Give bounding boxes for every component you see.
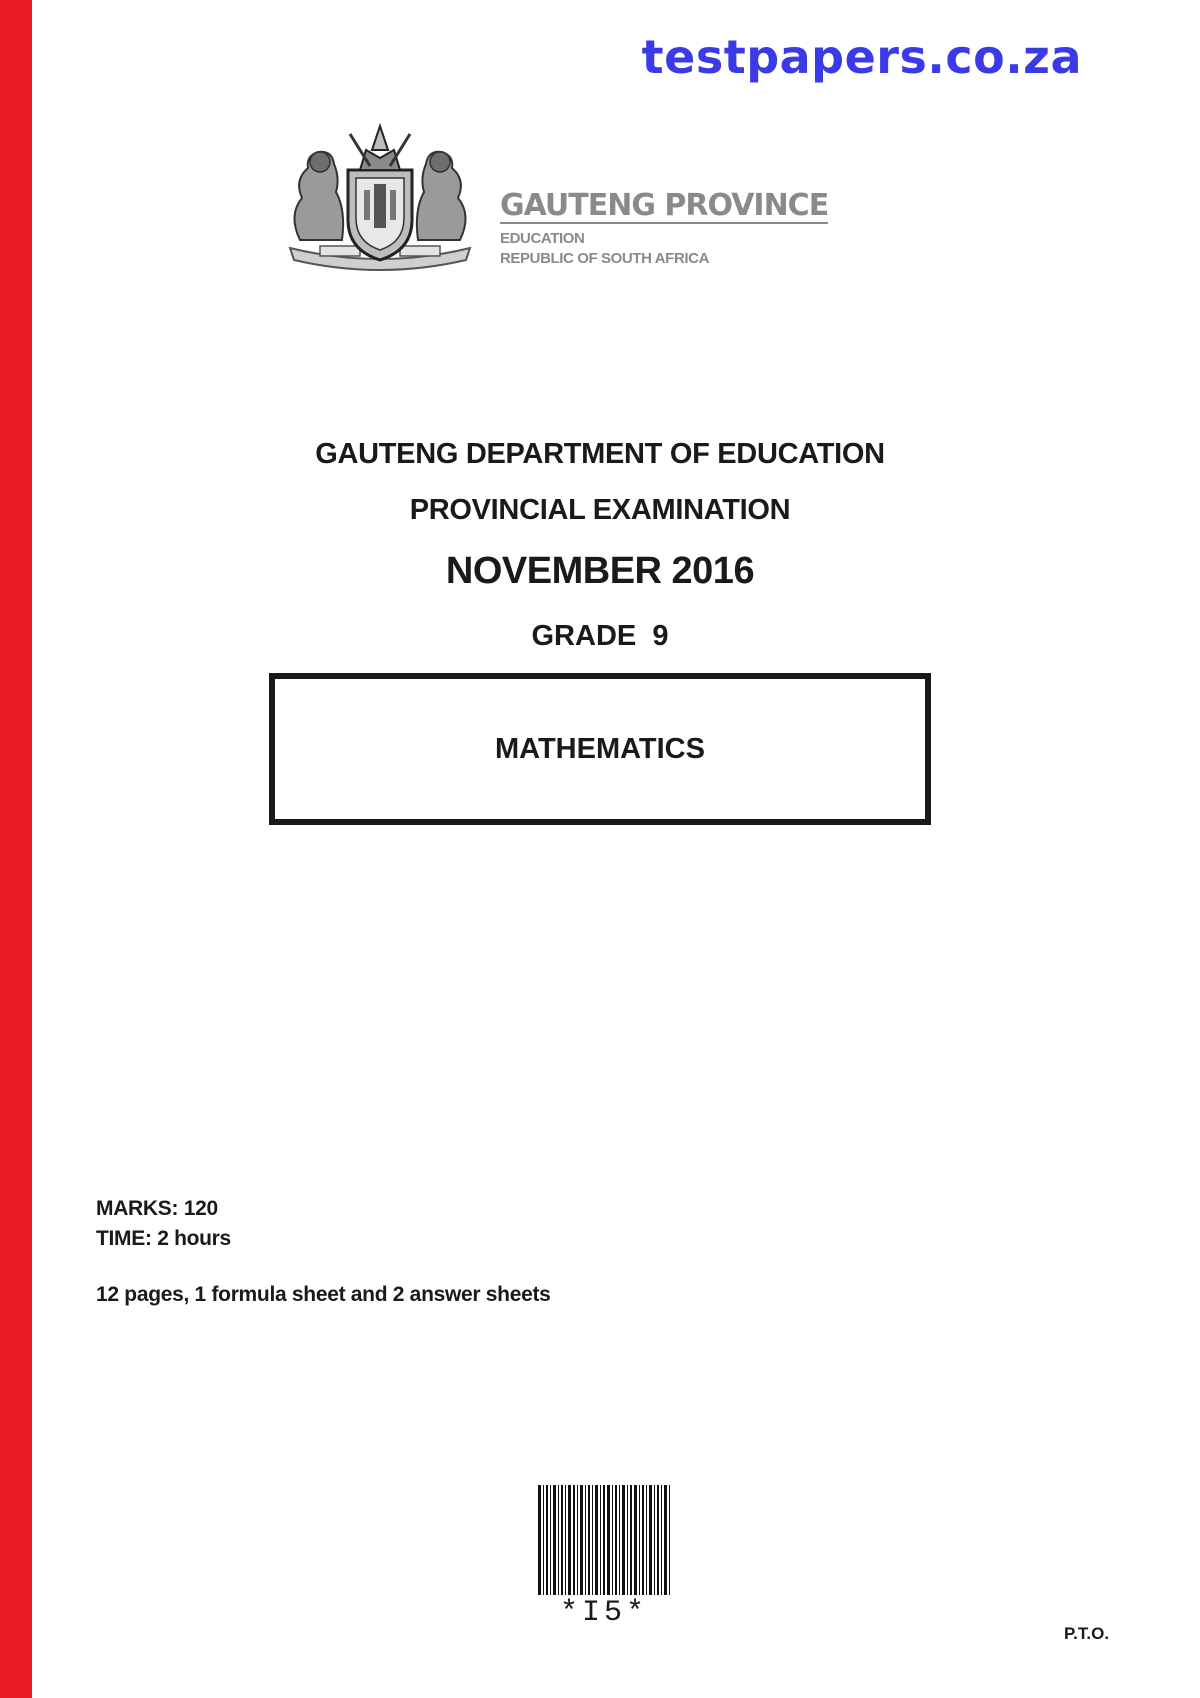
grade-label: GRADE 9: [531, 620, 669, 652]
coat-of-arms-icon: [280, 120, 480, 280]
department-title: GAUTENG DEPARTMENT OF EDUCATION: [315, 438, 885, 470]
subject-box: [269, 673, 931, 825]
side-color-bar: [0, 0, 32, 1698]
watermark-text: testpapers.co.za: [641, 30, 1082, 84]
exam-date: NOVEMBER 2016: [445, 550, 755, 592]
subject-title: MATHEMATICS: [495, 732, 705, 765]
logo-line-republic: REPUBLIC OF SOUTH AFRICA: [500, 250, 710, 267]
barcode-text: *I5*: [559, 1596, 648, 1630]
time-label: TIME: 2 hours: [96, 1227, 231, 1250]
logo-title: GAUTENG PROVINCE: [500, 188, 829, 223]
pages-label: 12 pages, 1 formula sheet and 2 answer sheets: [96, 1283, 551, 1306]
barcode-icon: [536, 1485, 672, 1595]
pto-label: P.T.O.: [1064, 1624, 1110, 1643]
logo-text: [500, 190, 828, 268]
logo-line-education: EDUCATION: [500, 230, 585, 247]
exam-title: PROVINCIAL EXAMINATION: [409, 494, 791, 526]
marks-label: MARKS: 120: [96, 1197, 218, 1220]
